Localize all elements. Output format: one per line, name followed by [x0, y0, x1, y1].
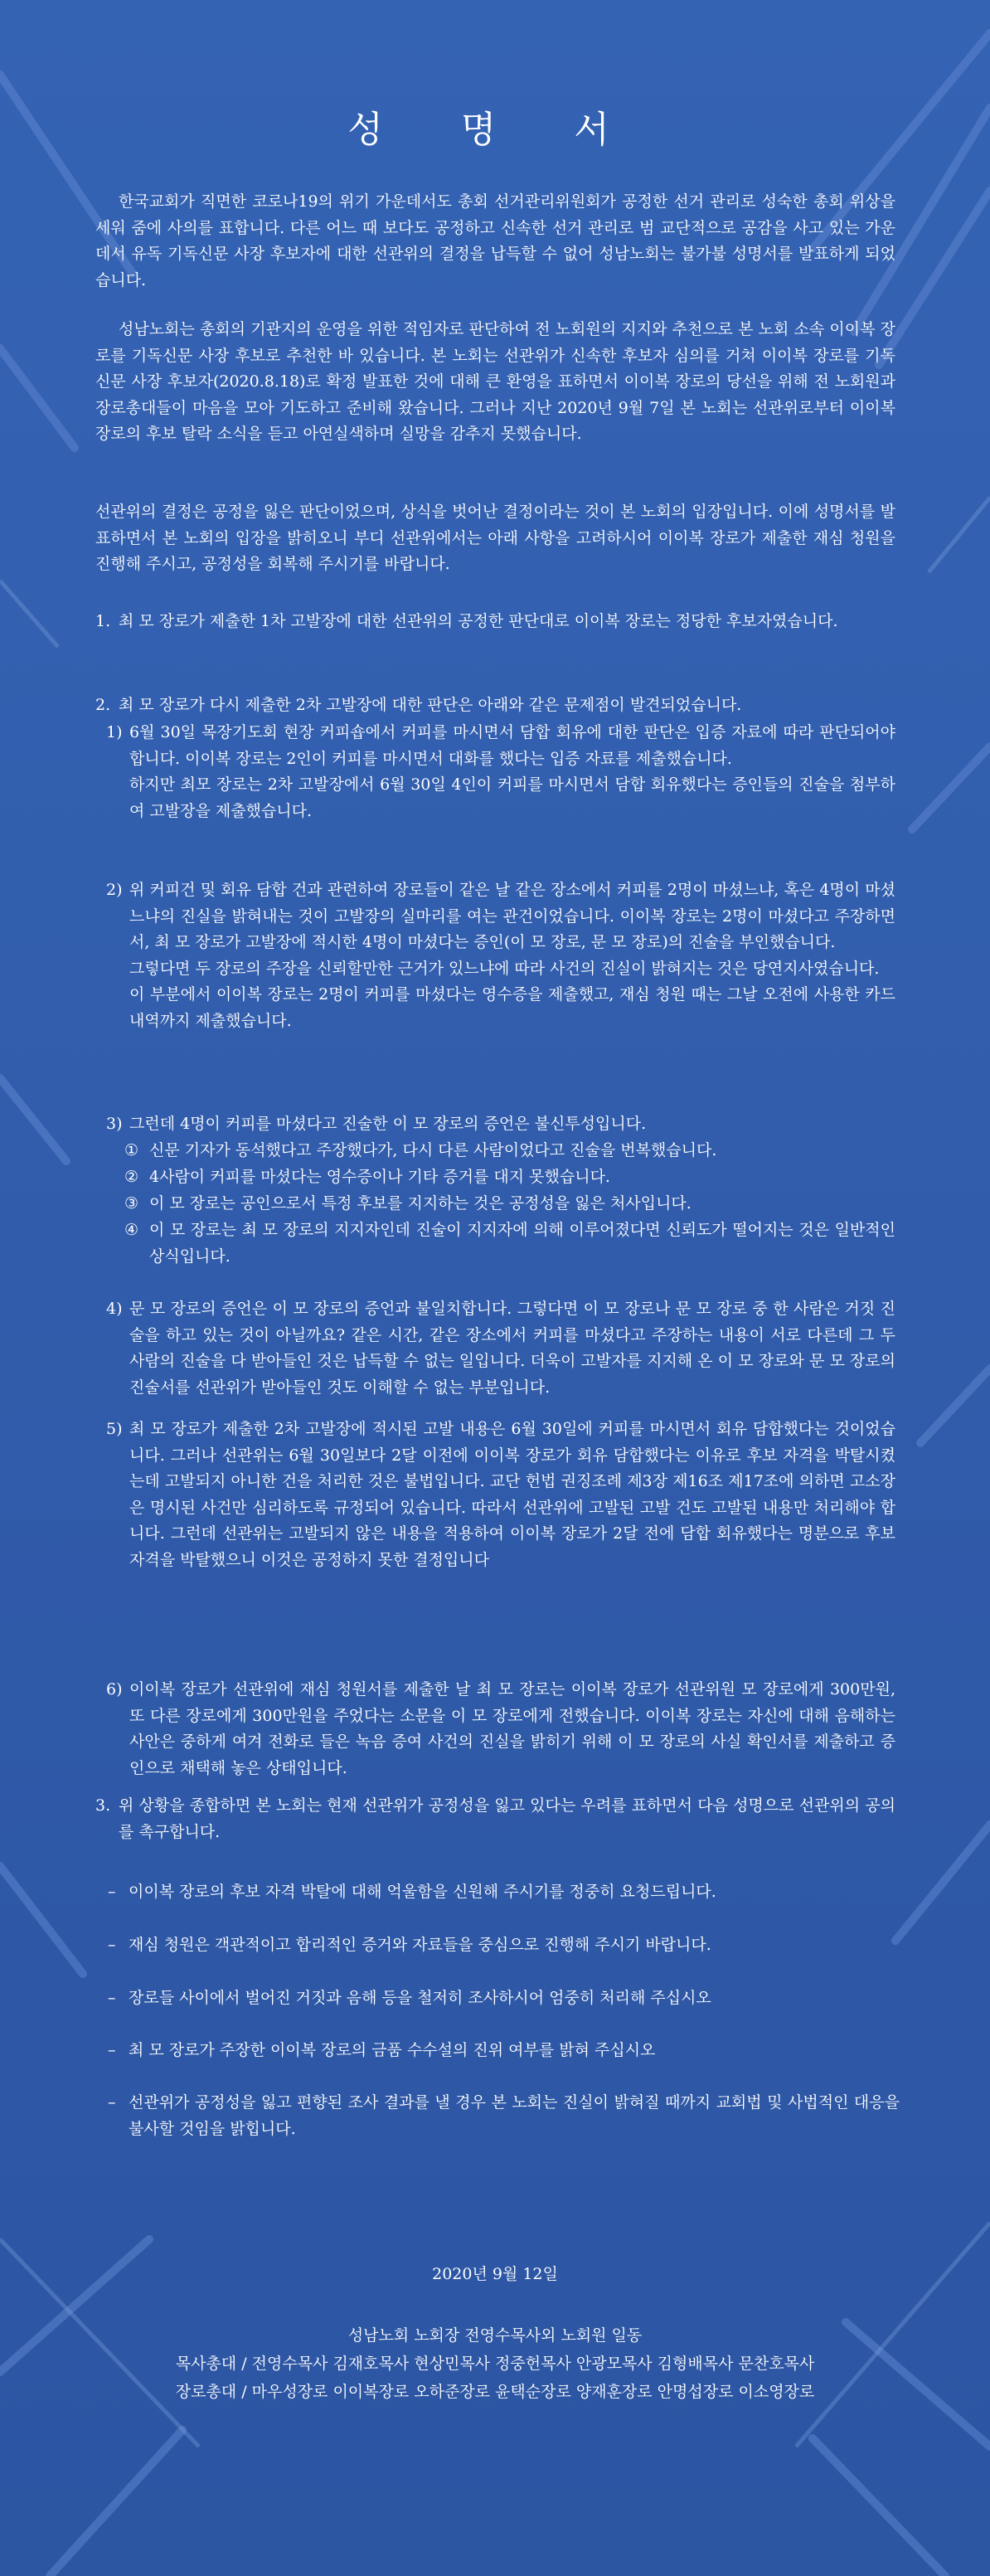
circled-item-4 — [124, 1218, 895, 1270]
point-1 — [95, 609, 895, 635]
circled-item-3 — [124, 1191, 895, 1218]
sub-item-text: 문 모 장로의 증언은 이 모 장로의 증언과 불일치합니다. 그렇다면 이 모 장로나 문 모 장로 중 한 사람은 거짓 진술을 하고 있는 것이 아닐까요? 같은 시간, 같은 장소에서 커피를 마셨다고 주장하는 내용이 서로 다른데 그 두 사람의 진술을 다 받아들인 것은 납득할 수 없는 일입니다. 더욱이 고발자를 지지해 온 이 모 장로와 문 모 장로의 진술서를 선관위가 받아들인 것도 이해할 수 없는 부분입니다. — [129, 1300, 895, 1397]
dash-bullet: – — [108, 2041, 116, 2059]
sub-item-number: 5) — [106, 1420, 123, 1438]
demand-2 — [108, 1932, 900, 1959]
demand-5 — [108, 2090, 900, 2142]
circled-text: 이 모 장로는 공인으로서 특정 후보를 지지하는 것은 공정성을 잃은 처사입니다. — [149, 1194, 692, 1213]
sub-item-text-2: 그렇다면 두 장로의 주장을 신뢰할만한 근거가 있느냐에 따라 사건의 진실이 밝혀지는 것은 당연지사였습니다. — [129, 959, 880, 978]
intro-paragraph-3: 선관위의 결정은 공정을 잃은 판단이었으며, 상식을 벗어난 결정이라는 것이 본 노회의 입장입니다. 이에 성명서를 발표하면서 본 노회의 입장을 밝히오니 부디 선관위에서는 아래 사항을 고려하시어 이이복 장로가 제출한 재심 청원을 진행해 주시고, 공정성을 회복해 주시기를 바랍니다. — [95, 503, 895, 573]
signature-line-2: 목사총대 / 전영수목사 김재호목사 현상민목사 정중헌목사 안광모목사 김형배목사 문찬호목사 — [175, 2355, 815, 2373]
dash-bullet: – — [108, 2093, 116, 2112]
demand-text: 이이복 장로의 후보 자격 박탈에 대해 억울함을 신원해 주시기를 정중히 요청드립니다. — [129, 1883, 716, 1901]
sub-item-3 — [106, 1111, 895, 1138]
circled-number: ③ — [124, 1194, 139, 1213]
signature-line-1: 성남노회 노회장 전영수목사외 노회원 일동 — [347, 2326, 643, 2345]
point-number: 3. — [95, 1796, 111, 1815]
sub-item-1 — [106, 720, 895, 824]
sub-item-number: 3) — [106, 1115, 123, 1133]
circled-text: 이 모 장로는 최 모 장로의 지지자인데 진술이 지지자에 의해 이루어졌다면 신뢰도가 떨어지는 것은 일반적인 상식입니다. — [149, 1221, 895, 1266]
sub-item-6 — [106, 1677, 895, 1781]
demand-text: 선관위가 공정성을 잃고 편향된 조사 결과를 낼 경우 본 노회는 진실이 밝혀질 때까지 교회법 및 사법적인 대응을 불사할 것임을 밝힙니다. — [129, 2093, 900, 2138]
point-text: 최 모 장로가 제출한 1차 고발장에 대한 선관위의 공정한 판단대로 이이복 장로는 정당한 후보자였습니다. — [119, 612, 838, 630]
point-2 — [95, 693, 895, 719]
statement-date: 2020년 9월 12일 — [432, 2265, 558, 2283]
circled-text: 4사람이 커피를 마셨다는 영수증이나 기타 증거를 대지 못했습니다. — [149, 1168, 610, 1186]
point-number: 2. — [95, 696, 111, 714]
demand-text: 최 모 장로가 주장한 이이복 장로의 금품 수수설의 진위 여부를 밝혀 주십시오 — [129, 2041, 656, 2059]
point-text: 최 모 장로가 다시 제출한 2차 고발장에 대한 판단은 아래와 같은 문제점이 발견되었습니다. — [119, 696, 742, 714]
demand-text: 재심 청원은 객관적이고 합리적인 증거와 자료들을 중심으로 진행해 주시기 바랍니다. — [129, 1936, 711, 1954]
dash-bullet: – — [108, 1883, 116, 1901]
sub-item-text: 이이복 장로가 선관위에 재심 청원서를 제출한 날 최 모 장로는 이이복 장로가 선관위원 모 장로에게 300만원, 또 다른 장로에게 300만원을 주었다는 소문을 이 모 장로에게 전했습니다. 이이복 장로는 자신에 대해 음해하는 사안은 중하게 여겨 전화로 들은 녹음 증여 사건의 진실을 밝히기 위해 이 모 장로의 사실 확인서를 제출하고 증인으로 채택해 놓은 상태입니다. — [129, 1680, 895, 1777]
dash-bullet: – — [108, 1989, 116, 2007]
sub-item-number: 6) — [106, 1680, 123, 1699]
sub-item-2 — [106, 877, 895, 1034]
intro-paragraph-1: 한국교회가 직면한 코로나19의 위기 가운데서도 총회 선거관리위원회가 공정한 선거 관리로 성숙한 총회 위상을 세워 줌에 사의를 표합니다. 다른 어느 때 보다도 공정하고 신속한 선거 관리로 범 교단적으로 공감을 사고 있는 가운데서 유독 기독신문 사장 후보자에 대한 선관위의 결정을 납득할 수 없어 성남노회는 불가불 성명서를 발표하게 되었습니다. — [95, 192, 895, 289]
sub-item-text-3: 이 부분에서 이이복 장로는 2명이 커피를 마셨다는 영수증을 제출했고, 재심 청원 때는 그날 오전에 사용한 카드 내역까지 제출했습니다. — [129, 985, 895, 1030]
demand-3 — [108, 1985, 900, 2012]
circled-item-1 — [124, 1138, 895, 1164]
sub-item-text: 위 커피건 및 회유 담합 건과 관련하여 장로들이 같은 날 같은 장소에서 커피를 2명이 마셨느냐, 혹은 4명이 마셨느냐의 진실을 밝혀내는 것이 고발장의 실마리를 여는 관건이었습니다. 이이복 장로는 2명이 마셨다고 주장하면서, 최 모 장로가 고발장에 적시한 4명이 마셨다는 증인(이 모 장로, 문 모 장로)의 진술을 부인했습니다. — [129, 881, 895, 951]
point-number: 1. — [95, 612, 111, 630]
sub-item-number: 1) — [106, 723, 123, 741]
demand-4 — [108, 2038, 900, 2064]
sub-item-number: 4) — [106, 1300, 123, 1318]
signature-line-3: 장로총대 / 마우성장로 이이복장로 오하준장로 윤택순장로 양재훈장로 안명섭장로 이소영장로 — [175, 2383, 815, 2401]
circled-item-2 — [124, 1164, 895, 1191]
sub-item-text: 6월 30일 목장기도회 현장 커피숍에서 커피를 마시면서 담합 회유에 대한 판단은 입증 자료에 따라 판단되어야 합니다. 이이복 장로는 2인이 커피를 마시면서 대화를 했다는 입증 자료를 제출했습니다. — [129, 723, 895, 768]
circled-number: ① — [124, 1141, 139, 1159]
sub-item-4 — [106, 1296, 895, 1401]
dash-bullet: – — [108, 1936, 116, 1954]
sub-item-5 — [106, 1417, 895, 1573]
sub-item-text: 그런데 4명이 커피를 마셨다고 진술한 이 모 장로의 증언은 불신투성입니다. — [129, 1115, 647, 1133]
sub-item-text: 최 모 장로가 제출한 2차 고발장에 적시된 고발 내용은 6월 30일에 커피를 마시면서 회유 담합했다는 것이었습니다. 그러나 선관위는 6월 30일보다 2달 이전에 이이복 장로가 회유 담합했다는 이유로 후보 자격을 박탈시켰는데 고발되지 아니한 건을 처리한 것은 불법입니다. 교단 헌법 권징조례 제3장 제16조 제17조에 의하면 고소장은 명시된 사건만 심리하도록 규정되어 있습니다. 따라서 선관위에 고발된 고발 건도 고발된 내용만 처리해야 합니다. 그런데 선관위는 고발되지 않은 내용을 적용하여 이이복 장로가 2달 전에 담합 회유했다는 명분으로 후보 자격을 박탈했으니 이것은 공정하지 못한 결정입니다 — [129, 1420, 895, 1569]
circled-number: ② — [124, 1168, 139, 1186]
circled-number: ④ — [124, 1221, 139, 1239]
intro-paragraph-2: 성남노회는 총회의 기관지의 운영을 위한 적임자로 판단하여 전 노회원의 지지와 추천으로 본 노회 소속 이이복 장로를 기독신문 사장 후보로 추천한 바 있습니다. 본 노회는 선관위가 신속한 후보자 심의를 거쳐 이이복 장로를 기독신문 사장 후보자(2020.8.18)로 확정 발표한 것에 대해 큰 환영을 표하면서 이이복 장로의 당선을 위해 전 노회원과 장로총대들이 마음을 모아 기도하고 준비해 왔습니다. 그러나 지난 2020년 9월 7일 본 노회는 선관위로부터 이이복 장로의 후보 탈락 소식을 듣고 아연실색하며 실망을 감추지 못했습니다. — [95, 320, 895, 443]
circled-text: 신문 기자가 동석했다고 주장했다가, 다시 다른 사람이었다고 진술을 번복했습니다. — [149, 1141, 717, 1159]
sub-item-text-2: 하지만 최모 장로는 2차 고발장에서 6월 30일 4인이 커피를 마시면서 담합 회유했다는 증인들의 진술을 첨부하여 고발장을 제출했습니다. — [129, 775, 895, 820]
document-title: 성 명 서 — [347, 109, 643, 151]
point-3 — [95, 1793, 895, 1845]
sub-item-number: 2) — [106, 881, 123, 899]
demand-1 — [108, 1879, 900, 1906]
demand-text: 장로들 사이에서 벌어진 거짓과 음해 등을 철저히 조사하시어 엄중히 처리해 주십시오 — [129, 1989, 711, 2007]
point-text: 위 상황을 종합하면 본 노회는 현재 선관위가 공정성을 잃고 있다는 우려를 표하면서 다음 성명으로 선관위의 공의를 촉구합니다. — [119, 1796, 895, 1841]
